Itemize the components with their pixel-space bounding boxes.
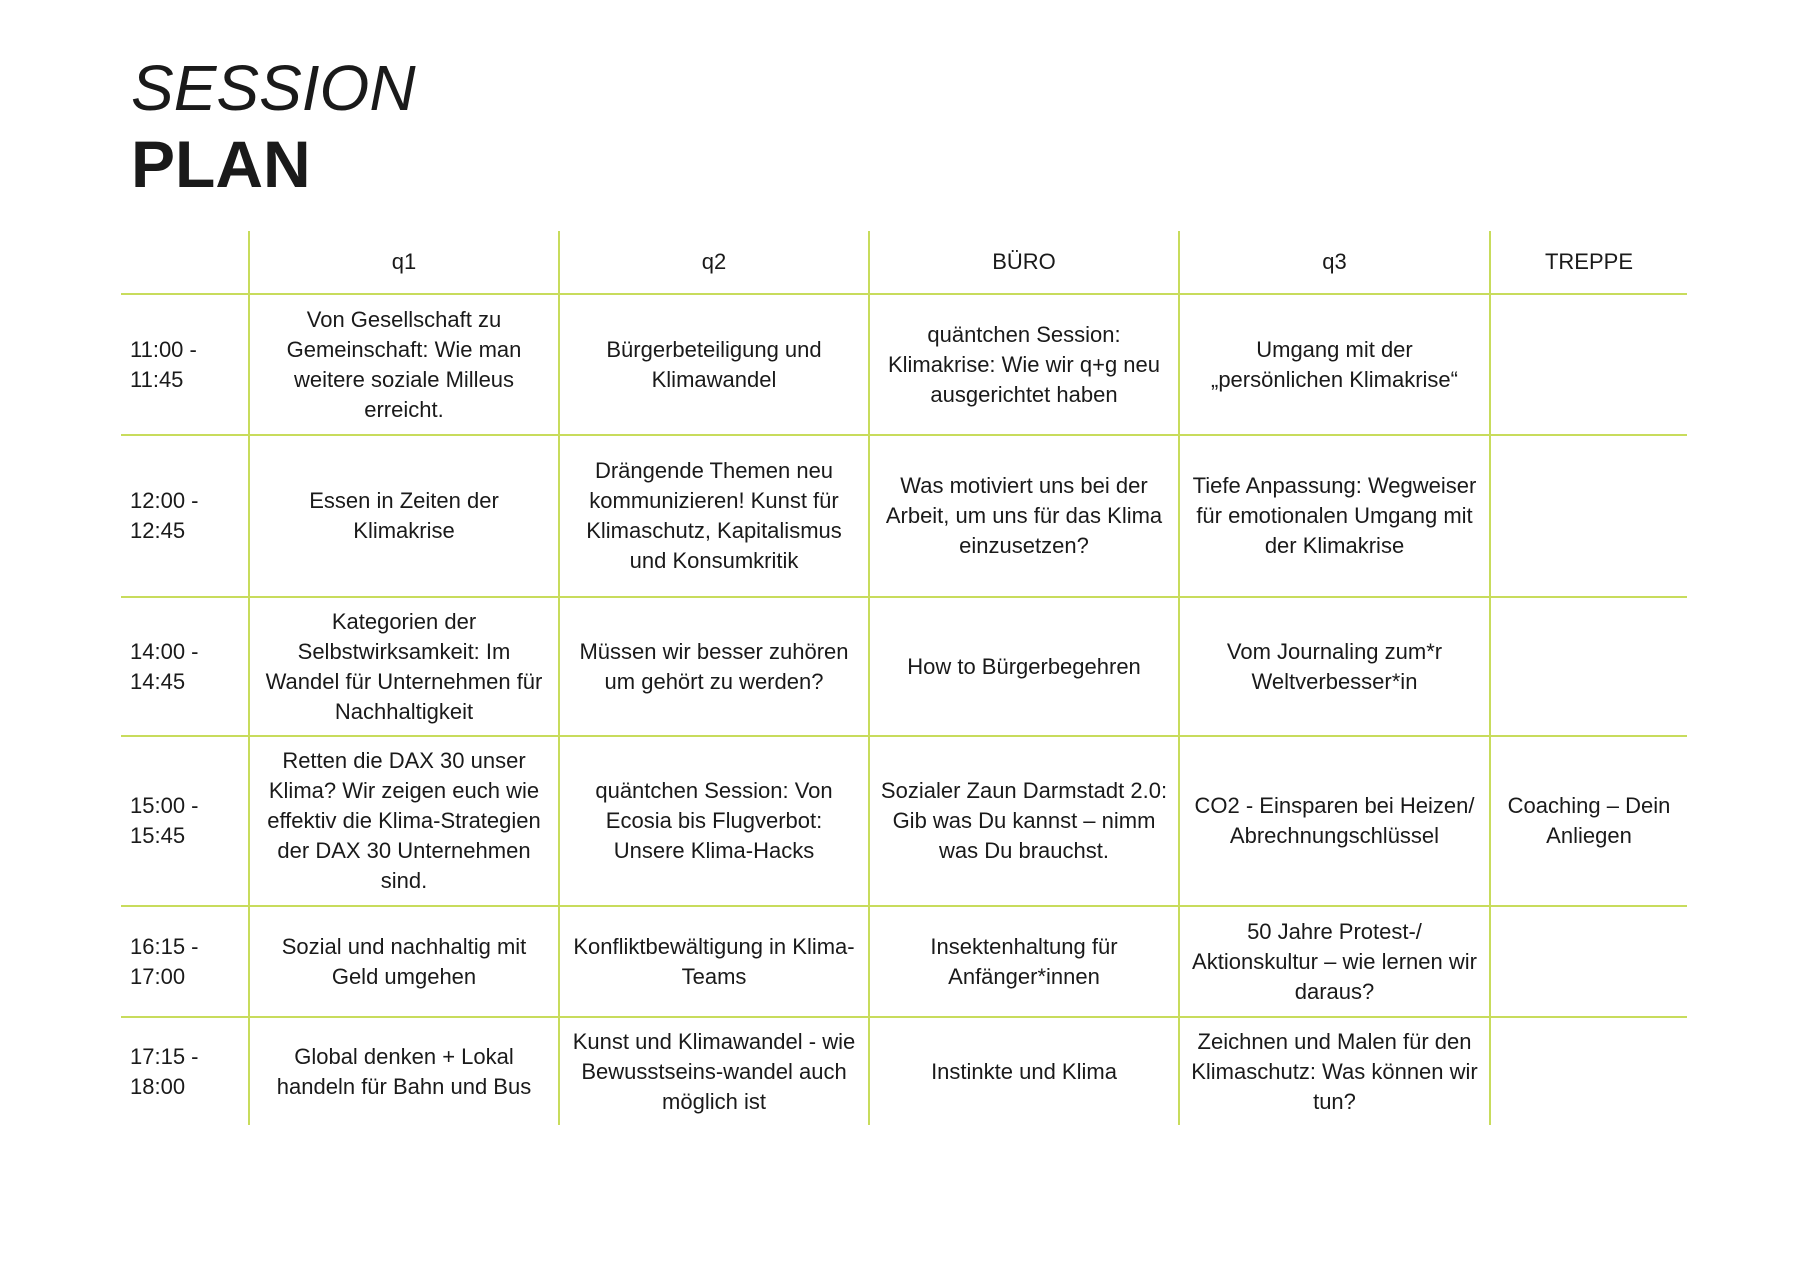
session-cell: Tiefe Anpassung: Wegweiser für emotionalen Umgang mit der Klimakrise [1178,436,1489,598]
time-slot: 17:15 - 18:00 [130,1043,199,1099]
session-cell: Instinkte und Klima [868,1018,1178,1125]
session-cell [1489,436,1687,598]
session-cell: quäntchen Session: Klimakrise: Wie wir q+g neu ausgerichtet haben [868,295,1178,436]
session-cell: Vom Journaling zum*r Weltverbesser*in [1178,598,1489,737]
session-cell: Kategorien der Selbstwirksamkeit: Im Wandel für Unternehmen für Nachhaltigkeit [248,598,558,737]
session-cell: Was motiviert uns bei der Arbeit, um uns für das Klima einzusetzen? [868,436,1178,598]
session-cell: Bürgerbeteiligung und Klimawandel [558,295,868,436]
session-cell: How to Bürgerbegehren [868,598,1178,737]
column-header-4: TREPPE [1489,231,1687,295]
time-slot: 15:00 - 15:45 [121,737,248,907]
column-header-0: q1 [248,231,558,295]
session-cell: Global denken + Lokal handeln für Bahn und Bus [248,1018,558,1125]
session-cell: Retten die DAX 30 unser Klima? Wir zeigen euch wie effektiv die Klima-Strategien der DAX 30 Unternehmen sind. [248,737,558,907]
session-cell: Insektenhaltung für Anfänger*innen [868,907,1178,1018]
session-cell: Essen in Zeiten der Klimakrise [248,436,558,598]
time-slot: 14:00 - 14:45 [121,598,248,737]
session-cell: Sozialer Zaun Darmstadt 2.0: Gib was Du kannst – nimm was Du brauchst. [868,737,1178,907]
session-cell [1489,598,1687,737]
session-cell: Coaching – Dein Anliegen [1489,737,1687,907]
session-cell: Sozial und nachhaltig mit Geld umgehen [248,907,558,1018]
column-header-1: q2 [558,231,868,295]
column-header-2: BÜRO [868,231,1178,295]
session-cell [1489,907,1687,1018]
session-cell: Müssen wir besser zuhören um gehört zu werden? [558,598,868,737]
session-cell [1489,295,1687,436]
session-cell: Zeichnen und Malen für den Klimaschutz: Was können wir tun? [1178,1018,1489,1125]
session-cell: Von Gesellschaft zu Gemeinschaft: Wie man weitere soziale Milleus erreicht. [248,295,558,436]
time-slot: 16:15 - 17:00 [121,907,248,1018]
time-slot: 12:00 - 12:45 [121,436,248,598]
column-header-3: q3 [1178,231,1489,295]
session-cell: Drängende Themen neu kommunizieren! Kunst für Klimaschutz, Kapitalismus und Konsumkritik [558,436,868,598]
session-cell [1489,1018,1687,1125]
session-cell: Umgang mit der „persönlichen Klimakrise“ [1178,295,1489,436]
time-slot: 11:00 - 11:45 [121,295,248,436]
session-cell: 50 Jahre Protest-/ Aktionskultur – wie lernen wir daraus? [1178,907,1489,1018]
session-cell: Konfliktbewältigung in Klima-Teams [558,907,868,1018]
session-cell: Kunst und Klimawandel - wie Bewusstseins-wandel auch möglich ist [558,1018,868,1125]
session-table [121,231,1687,1125]
title-session: SESSION [131,52,416,124]
session-cell: quäntchen Session: Von Ecosia bis Flugverbot: Unsere Klima-Hacks [558,737,868,907]
session-cell: CO2 - Einsparen bei Heizen/ Abrechnungschlüssel [1178,737,1489,907]
header-corner [121,231,248,295]
title-plan: PLAN [131,127,311,201]
